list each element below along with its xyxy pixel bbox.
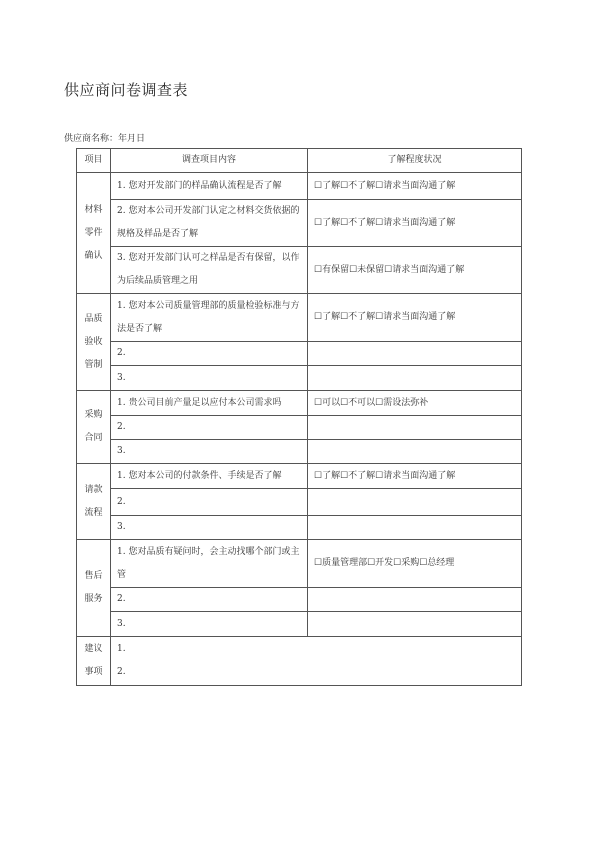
question-cell: 2. 您对本公司开发部门认定之材料交货依据的规格及样品是否了解 — [111, 200, 308, 247]
answer-cell[interactable] — [308, 612, 522, 637]
category-purchase-contract: 采购 合同 — [77, 391, 111, 464]
table-row — [77, 366, 522, 391]
checkbox-options[interactable]: ☐了解☐不了解☐请求当面沟通了解 — [308, 200, 522, 247]
answer-cell[interactable] — [308, 489, 522, 516]
table-row — [77, 588, 522, 612]
answer-cell[interactable] — [308, 416, 522, 440]
checkbox-options[interactable]: ☐了解☐不了解☐请求当面沟通了解 — [308, 294, 522, 342]
table-row — [77, 612, 522, 637]
table-row — [77, 200, 522, 247]
question-cell: 3. 您对开发部门认可之样品是否有保留，以作为后续品质管理之用 — [111, 247, 308, 294]
question-cell: 2. — [111, 342, 308, 366]
suggestions-area[interactable]: 1. 2. — [111, 637, 522, 686]
survey-table — [76, 148, 522, 686]
category-payment-process: 请款 流程 — [77, 464, 111, 540]
category-after-sales: 售后 服务 — [77, 540, 111, 637]
answer-cell[interactable] — [308, 516, 522, 540]
table-header-row — [77, 149, 522, 173]
checkbox-options[interactable]: ☐了解☐不了解☐请求当面沟通了解 — [308, 464, 522, 489]
checkbox-options[interactable]: ☐可以☐不可以☐需设法弥补 — [308, 391, 522, 416]
table-row — [77, 247, 522, 294]
table-row — [77, 416, 522, 440]
question-cell: 1. 贵公司目前产量足以应付本公司需求吗 — [111, 391, 308, 416]
checkbox-options[interactable]: ☐有保留☐未保留☐请求当面沟通了解 — [308, 247, 522, 294]
header-item: 项目 — [77, 149, 111, 173]
page-title: 供应商问卷调查表 — [64, 81, 189, 99]
category-suggestions: 建议 事项 — [77, 637, 111, 686]
table-row — [77, 489, 522, 516]
answer-cell[interactable] — [308, 588, 522, 612]
category-materials-confirm: 材料 零件 确认 — [77, 173, 111, 294]
question-cell: 3. — [111, 612, 308, 637]
supplier-name-date-line: 供应商名称：年月日 — [64, 134, 146, 144]
table-row — [77, 637, 522, 686]
table-row — [77, 173, 522, 200]
question-cell: 2. — [111, 416, 308, 440]
question-cell: 2. — [111, 489, 308, 516]
question-cell: 3. — [111, 516, 308, 540]
table-row — [77, 540, 522, 588]
answer-cell[interactable] — [308, 366, 522, 391]
question-cell: 1. 您对本公司质量管理部的质量检验标准与方法是否了解 — [111, 294, 308, 342]
header-status: 了解程度状况 — [308, 149, 522, 173]
question-cell: 2. — [111, 588, 308, 612]
answer-cell[interactable] — [308, 342, 522, 366]
question-cell: 3. — [111, 440, 308, 464]
table-row — [77, 342, 522, 366]
checkbox-options[interactable]: ☐质量管理部☐开发☐采购☐总经理 — [308, 540, 522, 588]
question-cell: 1. 您对本公司的付款条件、手续是否了解 — [111, 464, 308, 489]
table-row — [77, 516, 522, 540]
category-quality-inspection: 品质 验收 管制 — [77, 294, 111, 391]
table-row — [77, 464, 522, 489]
table-row — [77, 294, 522, 342]
answer-cell[interactable] — [308, 440, 522, 464]
checkbox-options[interactable]: ☐了解☐不了解☐请求当面沟通了解 — [308, 173, 522, 200]
question-cell: 1. 您对品质有疑问时，会主动找哪个部门或主管 — [111, 540, 308, 588]
question-cell: 3. — [111, 366, 308, 391]
question-cell: 1. 您对开发部门的样品确认流程是否了解 — [111, 173, 308, 200]
table-row — [77, 391, 522, 416]
header-content: 调查项目内容 — [111, 149, 308, 173]
table-row — [77, 440, 522, 464]
